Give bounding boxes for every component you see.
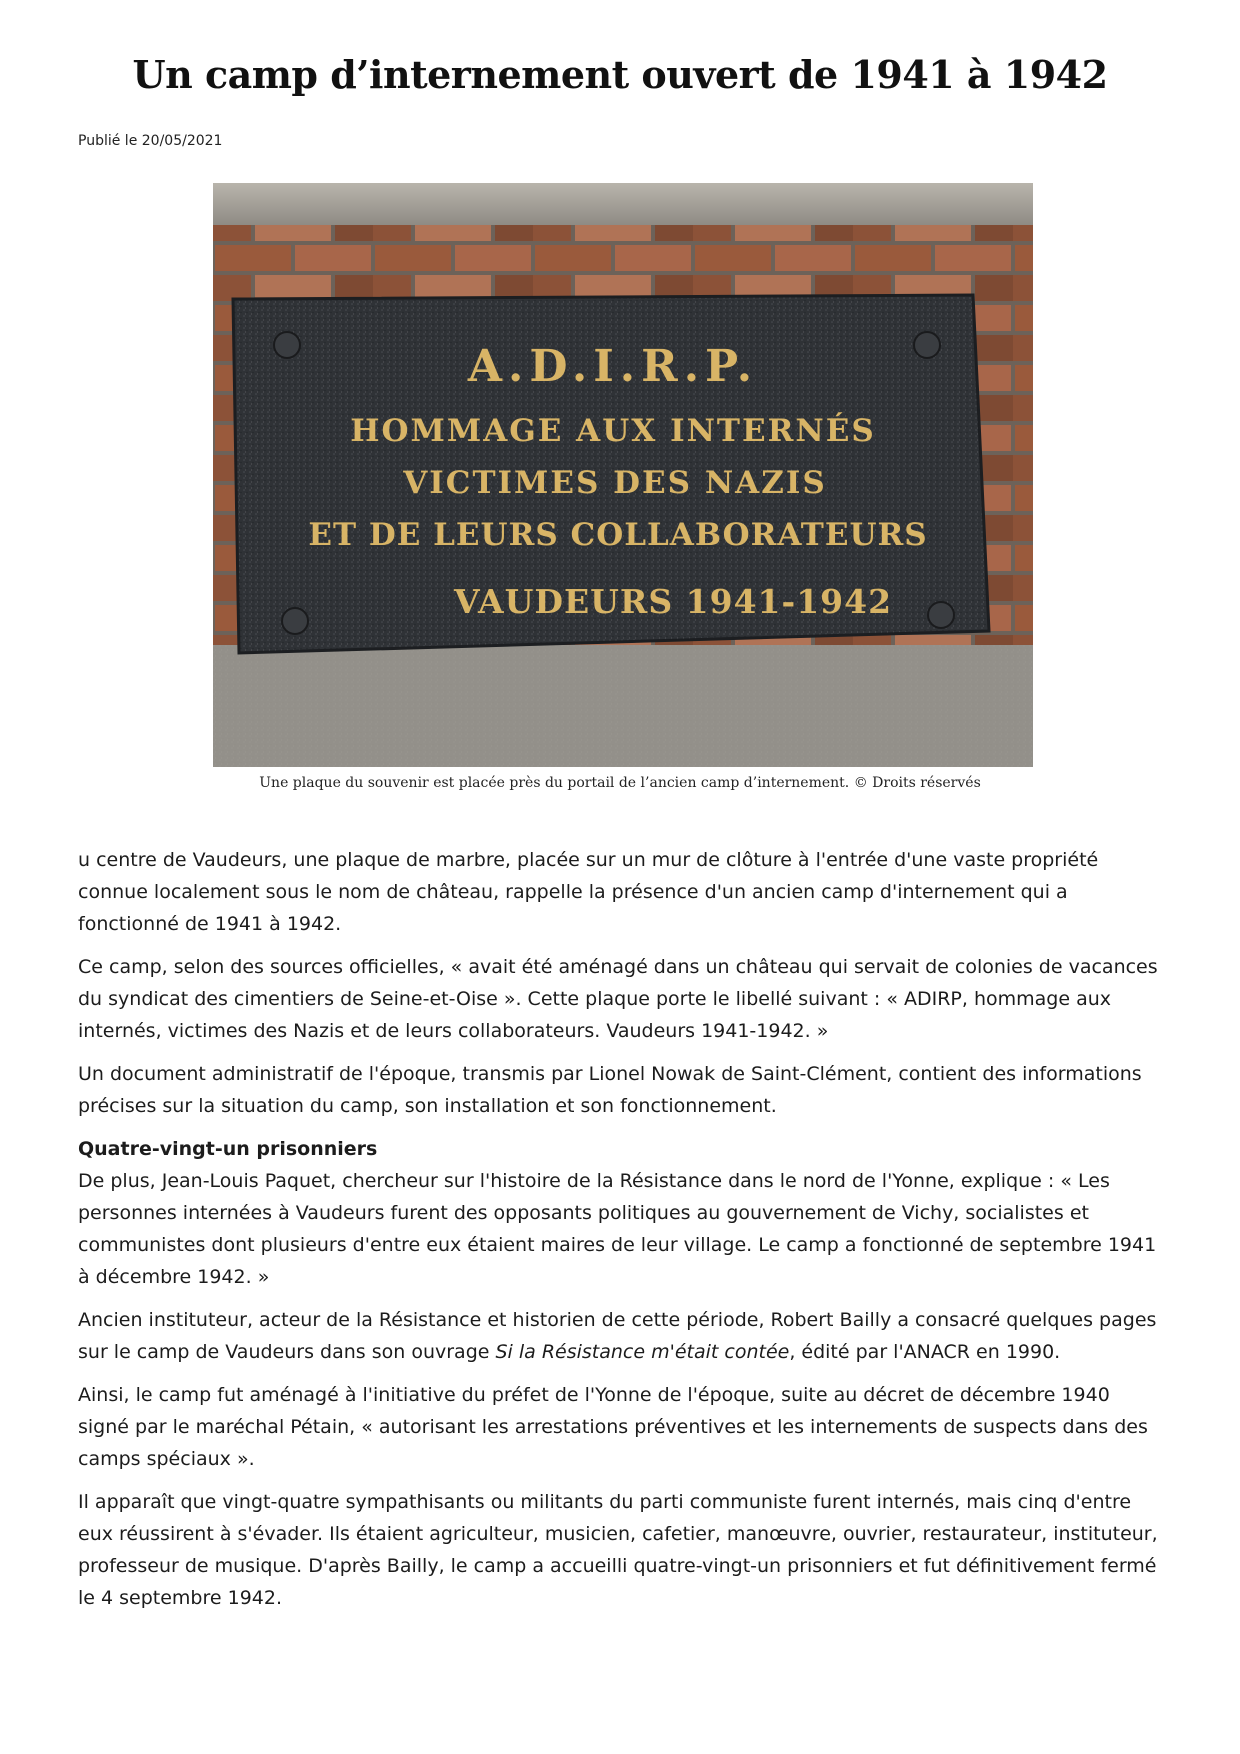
book-title: Si la Résistance m'était contée: [495, 1341, 790, 1363]
paragraph: De plus, Jean-Louis Paquet, chercheur sur l'histoire de la Résistance dans le nord de l'Yonne, explique : « Les personnes internées à Vaudeurs furent des opposants politiques au gouvernement de Vichy, socialistes et communistes dont plusieurs d'entre eux étaient maires de leur village. Le camp a fonctionné de septembre 1941 à décembre 1942. »: [78, 1170, 1157, 1288]
article-title: Un camp d’internement ouvert de 1941 à 1942: [132, 52, 1108, 97]
plaque-line-5: VAUDEURS 1941-1942: [453, 582, 893, 621]
memorial-plaque-photo: [213, 183, 1033, 767]
paragraph: Il apparaît que vingt-quatre sympathisants ou militants du parti communiste furent internés, mais cinq d'entre eux réussirent à s'évader. Ils étaient agriculteur, musicien, cafetier, manœuvre, ouvrier, restaurateur, instituteur, professeur de musique. D'après Bailly, le camp a accueilli quatre-vingt-un prisonniers et fut définitivement fermé le 4 septembre 1942.: [78, 1491, 1158, 1609]
photo-caption: Une plaque du souvenir est placée près du portail de l’ancien camp d’internement. © Droits réservés: [259, 775, 981, 791]
plaque-line-4: ET DE LEURS COLLABORATEURS: [308, 517, 928, 553]
plaque-rosette-bottom-left: [282, 608, 308, 634]
paragraph: Ainsi, le camp fut aménagé à l'initiative du préfet de l'Yonne de l'époque, suite au décret de décembre 1940 signé par le maréchal Pétain, « autorisant les arrestations préventives et les internements de suspects dans des camps spéciaux ».: [78, 1384, 1148, 1470]
plaque-line-3: VICTIMES DES NAZIS: [403, 465, 827, 501]
paragraph: u centre de Vaudeurs, une plaque de marbre, placée sur un mur de clôture à l'entrée d'une vaste propriété connue localement sous le nom de château, rappelle la présence d'un ancien camp d'internement qui a fonctionné de 1941 à 1942.: [78, 849, 1099, 935]
article-body: [78, 844, 1158, 1625]
text-segment: Ancien instituteur, acteur de la Résistance et historien de cette période, Robert Bailly a consacré quelques pages sur le camp de Vaudeurs dans son ouvrage: [78, 1309, 1157, 1363]
wall-coping: [213, 183, 1033, 225]
paragraph: Ce camp, selon des sources officielles, « avait été aménagé dans un château qui servait de colonies de vacances du syndicat des cimentiers de Seine-et-Oise ». Cette plaque porte le libellé suivant : « ADIRP, hommage aux internés, victimes des Nazis et de leurs collaborateurs. Vaudeurs 1941-1942. »: [78, 956, 1158, 1042]
text-segment: , édité par l'ANACR en 1990.: [789, 1341, 1061, 1363]
publication-date: Publié le 20/05/2021: [78, 133, 223, 149]
paragraph-bailly: [78, 1304, 1158, 1368]
plaque-rosette-top-left: [274, 332, 300, 358]
plaque-illustration: [213, 183, 1033, 767]
section-heading: Quatre-vingt-un prisonniers: [78, 1138, 378, 1160]
plaque-rosette-bottom-right: [928, 602, 954, 628]
paragraph: Un document administratif de l'époque, transmis par Lionel Nowak de Saint-Clément, contient des informations précises sur la situation du camp, son installation et son fonctionnement.: [78, 1063, 1142, 1117]
plaque-line-1: A.D.I.R.P.: [467, 341, 759, 392]
plaque-rosette-top-right: [914, 332, 940, 358]
plaque-line-2: HOMMAGE AUX INTERNÉS: [350, 413, 876, 449]
